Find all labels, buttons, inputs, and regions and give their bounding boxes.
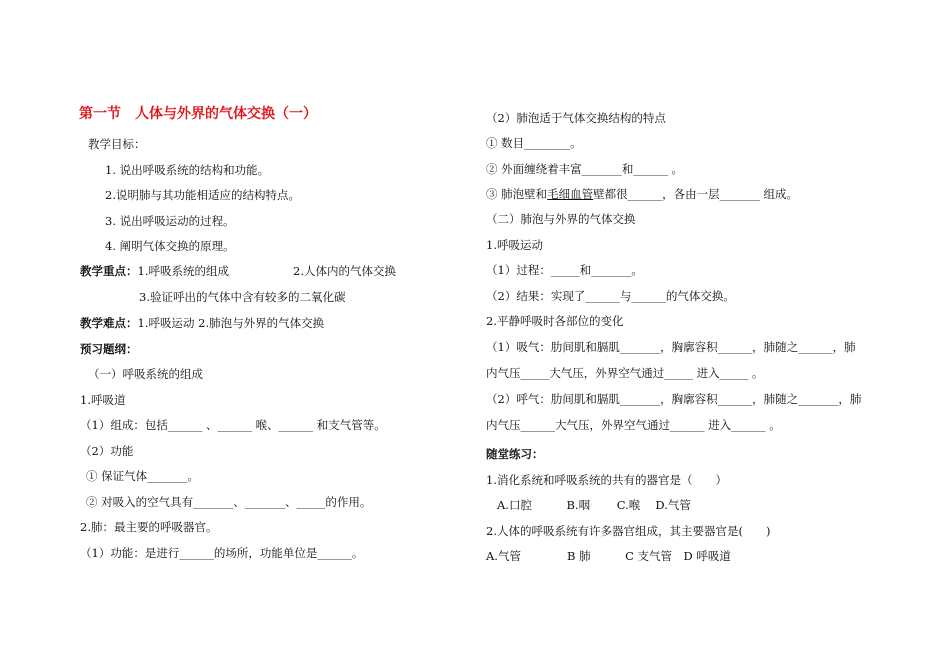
- text-part: 壁都很______，各由一层_______ 组成。: [593, 187, 799, 201]
- question-options: A.气管 B 肺 C 支气管 D 呼吸道: [486, 549, 731, 563]
- lesson-title: 第一节 人体与外界的气体交换（一）: [79, 106, 317, 122]
- item: 内气压_____大气压，外界空气通过_____ 进入_____ 。: [486, 366, 764, 380]
- item: （2）功能: [80, 444, 134, 458]
- item: （2）结果：实现了______与______的气体交换。: [486, 289, 735, 303]
- item: （1）吸气：肋间肌和膈肌_______，胸廓容积______，肺随之______，肺: [486, 340, 856, 354]
- key-points-row: [80, 263, 229, 279]
- key-points-label: 教学重点：: [80, 264, 138, 278]
- item: ② 对吸入的空气具有_______、_______、_____的作用。: [86, 495, 372, 509]
- item: ② 外面缠绕着丰富_______和______ 。: [486, 162, 684, 176]
- item: [486, 186, 798, 202]
- item: 2.肺：最主要的呼吸器官。: [80, 520, 218, 534]
- item: ① 保证气体_______。: [86, 469, 199, 483]
- question: 2.人体的呼吸系统有许多器官组成，其主要器官是( ): [486, 524, 771, 538]
- item: （1）功能：是进行______的场所，功能单位是______。: [80, 546, 364, 560]
- item: 内气压______大气压，外界空气通过______ 进入______ 。: [486, 418, 781, 432]
- difficult-row: [80, 315, 324, 331]
- practice-label: 随堂练习：: [486, 447, 544, 461]
- objectives-heading: 教学目标：: [88, 137, 146, 151]
- text-part: ③ 肺泡壁和: [486, 187, 548, 201]
- underlined-term: 毛细血管: [547, 187, 594, 201]
- section-heading: （一）呼吸系统的组成: [88, 367, 203, 381]
- objective-item: 2.说明肺与其功能相适应的结构特点。: [105, 188, 300, 202]
- section-heading: （二）肺泡与外界的气体交换: [486, 212, 636, 226]
- difficult-label: 教学难点：: [80, 316, 138, 330]
- item: （2）呼气：肋间肌和膈肌_______，胸廓容积______，肺随之_______，肺: [486, 392, 862, 406]
- item: ① 数目________。: [486, 136, 582, 150]
- question: 1.消化系统和呼吸系统的共有的器官是（ ）: [486, 473, 727, 487]
- item: （1）组成：包括______ 、______ 喉、______ 和支气管等。: [80, 418, 386, 432]
- objective-item: 3. 说出呼吸运动的过程。: [105, 214, 235, 228]
- item: （2）肺泡适于气体交换结构的特点: [486, 111, 666, 125]
- difficult-text: 1.呼吸运动 2.肺泡与外界的气体交换: [137, 316, 325, 330]
- item: 1.呼吸运动: [486, 238, 543, 252]
- objective-item: 4. 阐明气体交换的原理。: [105, 239, 235, 253]
- question-options: A.口腔 B.咽 C.喉 D.气管: [497, 498, 691, 512]
- key-point-2: 2.人体内的气体交换: [293, 264, 396, 278]
- key-point-3: 3.验证呼出的气体中含有较多的二氧化碳: [139, 290, 346, 304]
- item: 2.平静呼吸时各部位的变化: [486, 314, 624, 328]
- item: （1）过程：_____和_______。: [486, 263, 643, 277]
- preview-label: 预习题纲：: [80, 342, 138, 356]
- objective-item: 1. 说出呼吸系统的结构和功能。: [105, 163, 270, 177]
- item: 1.呼吸道: [80, 393, 126, 407]
- key-point-1: 1.呼吸系统的组成: [137, 264, 229, 278]
